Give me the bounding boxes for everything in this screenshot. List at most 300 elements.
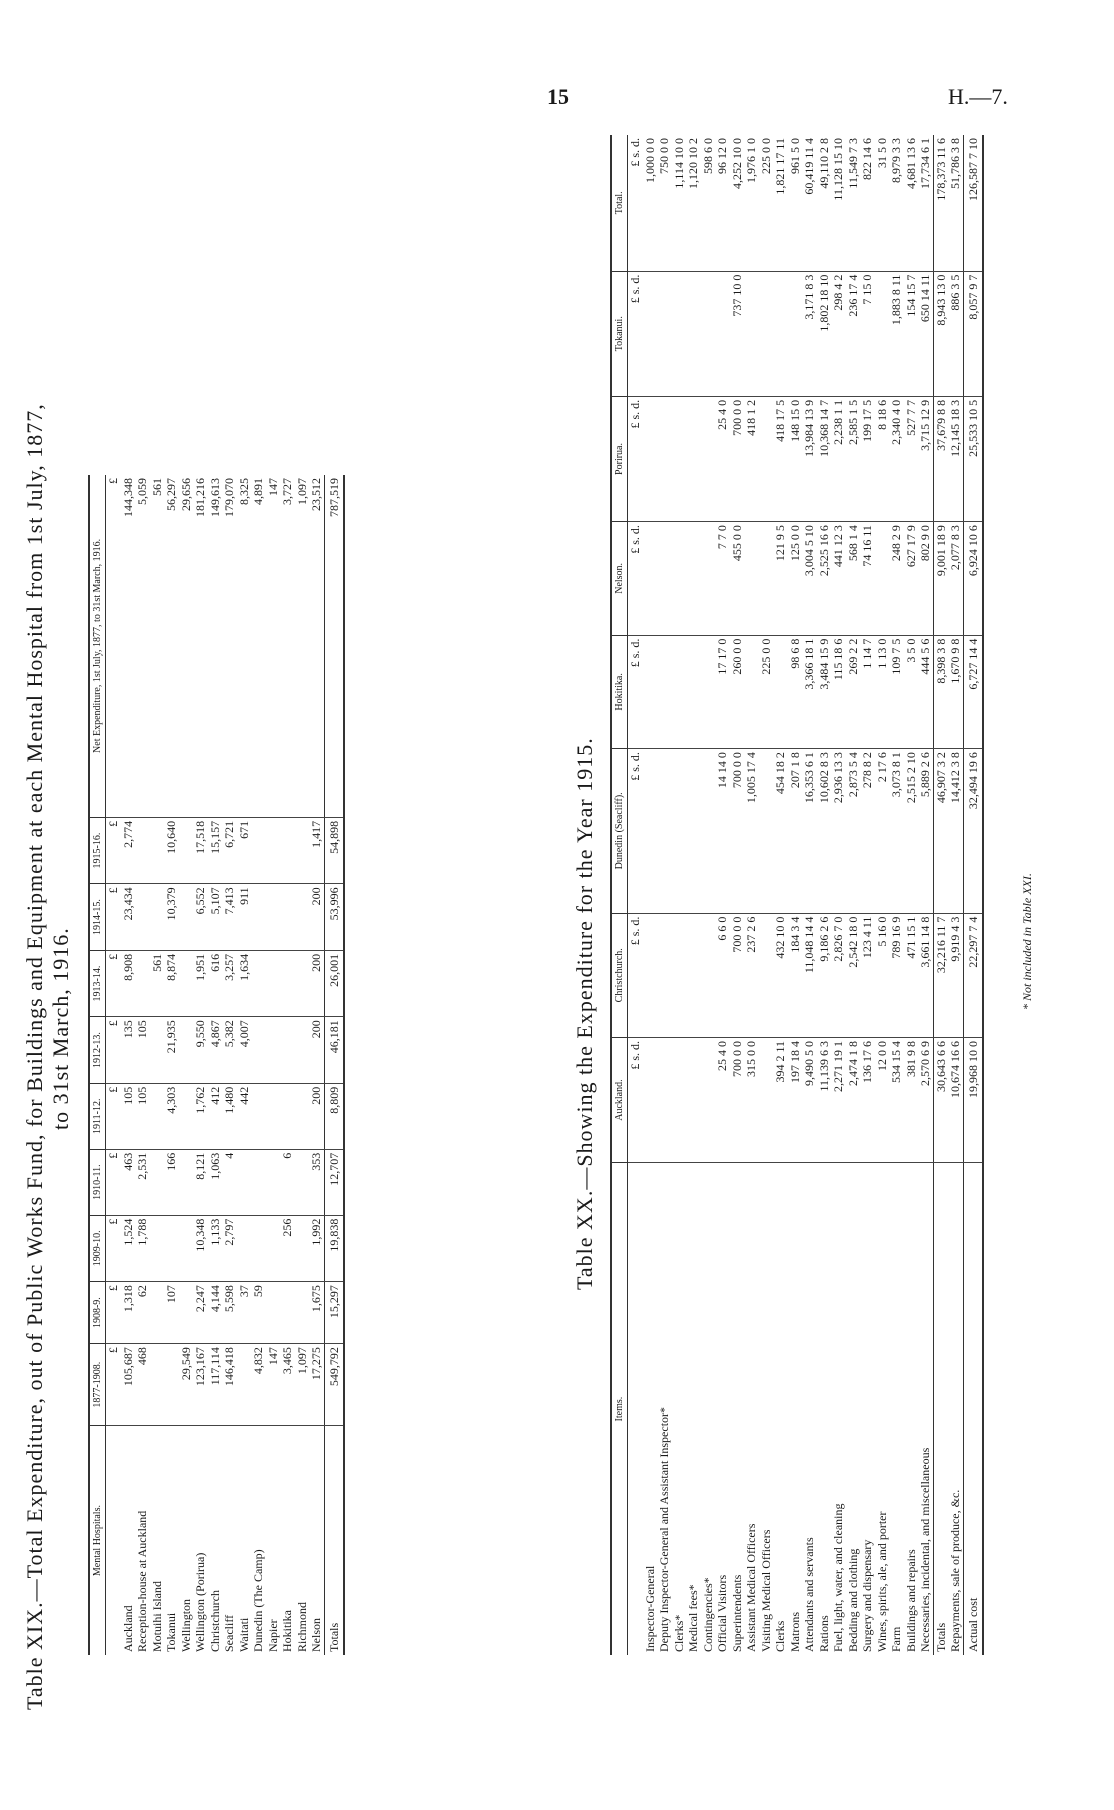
table19-value-cell: 1,524	[121, 1215, 136, 1281]
table19-value-cell: 105	[135, 1017, 150, 1083]
table20-value-cell: 12 0 0	[875, 1037, 890, 1162]
table20-value-cell: 98 6 8	[788, 635, 803, 749]
table20-value-cell: 2,936 13 3	[831, 749, 846, 913]
table20-actual-cell: 19,968 10 0	[963, 1037, 983, 1162]
table19-value-cell: 23,512	[309, 475, 324, 817]
table20-value-cell	[759, 396, 774, 521]
table19-value-cell	[295, 817, 310, 883]
table20-value-cell: 444 5 6	[918, 635, 933, 749]
table20-value-cell	[672, 522, 687, 636]
table20-value-cell: 2,826 7 0	[831, 913, 846, 1037]
table20-actual-cell: 32,494 19 6	[963, 749, 983, 913]
table20-value-cell: 31 5 0	[875, 135, 890, 271]
table19-value-cell: 166	[164, 1149, 179, 1215]
table20-row	[846, 135, 861, 1655]
table19	[88, 475, 345, 1655]
table19-row-label: Motuihi Island	[149, 1581, 164, 1652]
table20-unit-cell: £ s. d.	[628, 271, 643, 396]
table19-value-cell: 23,434	[121, 884, 136, 950]
table19-row	[121, 475, 136, 1655]
table20-value-cell: 700 0 0	[730, 396, 745, 521]
table20-value-cell: 4,681 13 6	[904, 135, 919, 271]
table19-value-cell	[266, 884, 281, 950]
table19-header-row	[89, 475, 106, 1655]
table19-value-cell: 147	[266, 475, 281, 817]
table20-value-cell: 7 7 0	[715, 522, 730, 636]
table20-row-label: Deputy Inspector-General and Assistant Inspector*	[657, 1406, 671, 1652]
table19-value-cell: 1,480	[222, 1083, 237, 1149]
table20-repayments-cell: 12,145 18 3	[948, 396, 963, 521]
table20-row	[773, 135, 788, 1655]
table19-row-label: Tokanui	[164, 1612, 178, 1652]
table20-value-cell	[701, 271, 716, 396]
table19-unit-cell: £	[106, 1282, 121, 1344]
table20-unit-cell	[628, 1163, 643, 1655]
table20-value-cell: 2,570 6 9	[918, 1037, 933, 1162]
table19-row	[179, 475, 194, 1655]
table20-row-label: Superintendents	[729, 1574, 744, 1652]
table19-value-cell: 1,318	[121, 1282, 136, 1344]
table20-actual-cell: 8,057 9 7	[963, 271, 983, 396]
table20-row-label: Bedding and clothing	[845, 1548, 860, 1652]
table19-value-cell: 1,417	[309, 817, 324, 883]
table20-value-cell: 750 0 0	[657, 135, 672, 271]
table20-actual-row	[963, 135, 983, 1655]
table19-value-cell: 135	[121, 1017, 136, 1083]
table20-value-cell: 74 16 11	[860, 522, 875, 636]
table19-value-cell	[266, 1149, 281, 1215]
table20-header-cell: Auckland.	[611, 1037, 628, 1162]
table20-value-cell: 10,602 8 3	[817, 749, 832, 913]
table20-value-cell: 2,542 18 0	[846, 913, 861, 1037]
table20-row	[875, 135, 890, 1655]
table20-value-cell	[643, 271, 658, 396]
table20-value-cell	[759, 1037, 774, 1162]
table19-title-line1: Table XIX.—Total Expenditure, out of Public Works Fund, for Buildings and Equipment at each Mental Hospital from 1st July, 1877,	[22, 403, 47, 1710]
table19-value-cell: 5,382	[222, 1017, 237, 1083]
table19-value-cell: 147	[266, 1344, 281, 1426]
table20-value-cell: 2,515 2 10	[904, 749, 919, 913]
table20-repayments-cell: 2,077 8 3	[948, 522, 963, 636]
table19-row-label: Nelson	[309, 1618, 323, 1652]
table20-value-cell: 11,128 15 10	[831, 135, 846, 271]
table20-value-cell	[788, 271, 803, 396]
table19-value-cell	[251, 1017, 266, 1083]
table20-row-label: Assistant Medical Officers	[744, 1523, 758, 1652]
page-code: H.—7.	[948, 84, 1008, 109]
table19-value-cell	[280, 1083, 295, 1149]
table19-unit-cell: £	[106, 817, 121, 883]
table19-value-cell: 10,640	[164, 817, 179, 883]
table19-value-cell	[150, 1149, 165, 1215]
table20-actual-cell: 6,924 10 6	[963, 522, 983, 636]
table19-header-cell: 1910-11.	[89, 1149, 106, 1215]
table20-value-cell	[657, 522, 672, 636]
table20-value-cell: 136 17 6	[860, 1037, 875, 1162]
table20-row	[672, 135, 687, 1655]
table20-totals-cell: 9,001 18 9	[933, 522, 948, 636]
table20-value-cell: 11,549 7 3	[846, 135, 861, 271]
table20-row	[701, 135, 716, 1655]
table19-row	[251, 475, 266, 1655]
table20-value-cell: 1,114 10 0	[672, 135, 687, 271]
table20-value-cell	[875, 271, 890, 396]
table19-value-cell: 9,550	[193, 1017, 208, 1083]
table19-value-cell: 1,097	[295, 1344, 310, 1426]
table20-value-cell: 269 2 2	[846, 635, 861, 749]
table20-value-cell: 207 1 8	[788, 749, 803, 913]
table19-value-cell	[295, 950, 310, 1016]
table19-value-cell	[266, 1215, 281, 1281]
table20-value-cell: 315 0 0	[744, 1037, 759, 1162]
table19-unit-cell: £	[106, 1344, 121, 1426]
table19-row-label: Wellington	[178, 1598, 193, 1652]
table19-value-cell: 105	[135, 1083, 150, 1149]
table19-value-cell: 1,762	[193, 1083, 208, 1149]
table20-unit-cell: £ s. d.	[628, 135, 643, 271]
table19-totals-row	[324, 475, 344, 1655]
table19-value-cell	[251, 950, 266, 1016]
table19-value-cell	[251, 1083, 266, 1149]
table20-row-label: Wines, spirits, ale, and porter	[874, 1511, 889, 1652]
table19-row-label: Napier	[265, 1619, 280, 1652]
table19-row	[222, 475, 237, 1655]
table19-value-cell: 8,908	[121, 950, 136, 1016]
table19-value-cell: 181,216	[193, 475, 208, 817]
table20-value-cell	[701, 913, 716, 1037]
table20-value-cell: 16,353 6 1	[802, 749, 817, 913]
table19-value-cell	[150, 1282, 165, 1344]
table20-repayments-cell: 14,412 3 8	[948, 749, 963, 913]
table19-value-cell: 17,518	[193, 817, 208, 883]
table20-value-cell	[759, 271, 774, 396]
table19-value-cell: 117,114	[208, 1344, 223, 1426]
table20-value-cell: 2,525 16 6	[817, 522, 832, 636]
table20-totals-row	[933, 135, 948, 1655]
table19-value-cell	[135, 817, 150, 883]
table19-value-cell	[251, 1149, 266, 1215]
table20-value-cell: 8 18 6	[875, 396, 890, 521]
table19-value-cell	[150, 1344, 165, 1426]
table20-value-cell	[686, 1037, 701, 1162]
table19-header-cell: 1912-13.	[89, 1017, 106, 1083]
table20-value-cell: 13,984 13 9	[802, 396, 817, 521]
table19-row	[208, 475, 223, 1655]
table20-value-cell: 1,883 8 11	[889, 271, 904, 396]
table19-row	[295, 475, 310, 1655]
table19-value-cell: 4,303	[164, 1083, 179, 1149]
table19-value-cell: 3,257	[222, 950, 237, 1016]
table19-value-cell: 105,687	[121, 1344, 136, 1426]
table19-value-cell: 561	[150, 475, 165, 817]
table19-totals-cell: 15,297	[324, 1282, 344, 1344]
table20-row-label: Visiting Medical Officers	[758, 1529, 773, 1652]
table19-value-cell	[266, 1083, 281, 1149]
table19-header-cell: 1911-12.	[89, 1083, 106, 1149]
table20-value-cell: 115 18 6	[831, 635, 846, 749]
table20-value-cell: 802 9 0	[918, 522, 933, 636]
table19-unit-cell	[106, 1426, 121, 1655]
table20-value-cell: 381 9 8	[904, 1037, 919, 1162]
table20-value-cell: 3,171 8 3	[802, 271, 817, 396]
table19-value-cell	[179, 1017, 194, 1083]
table20-repayments-cell: 51,786 3 8	[948, 135, 963, 271]
table20-row-label: Farm	[889, 1626, 903, 1652]
table19-value-cell: 200	[309, 884, 324, 950]
table19-value-cell: 1,133	[208, 1215, 223, 1281]
table19-value-cell: 4,891	[251, 475, 266, 817]
table19-value-cell: 5,059	[135, 475, 150, 817]
table20-repayments-cell: 10,674 16 6	[948, 1037, 963, 1162]
table19-totals-cell: 26,001	[324, 950, 344, 1016]
table19-unit-row	[106, 475, 121, 1655]
table19-value-cell	[280, 1017, 295, 1083]
table19-totals-cell: 19,838	[324, 1215, 344, 1281]
table20-value-cell: 199 17 5	[860, 396, 875, 521]
table19-value-cell: 149,613	[208, 475, 223, 817]
table20-actual-cell: Actual cost	[963, 1163, 983, 1655]
table19-value-cell: 1,788	[135, 1215, 150, 1281]
table20-row	[643, 135, 658, 1655]
table19-value-cell: 353	[309, 1149, 324, 1215]
table19-row-label: Waitati	[236, 1617, 251, 1652]
table20-value-cell: 789 16 9	[889, 913, 904, 1037]
table20-value-cell	[672, 396, 687, 521]
table19-value-cell	[150, 1083, 165, 1149]
table20-row	[715, 135, 730, 1655]
table20-totals-cell: 37,679 8 8	[933, 396, 948, 521]
table19-value-cell: 911	[237, 884, 252, 950]
table20-value-cell: 184 3 4	[788, 913, 803, 1037]
table19-value-cell: 3,727	[280, 475, 295, 817]
table19-row-label: Wellington (Porirua)	[193, 1552, 207, 1652]
table19-value-cell	[179, 1083, 194, 1149]
table19-value-cell	[251, 1215, 266, 1281]
table19-value-cell: 3,465	[280, 1344, 295, 1426]
table20-value-cell: 148 15 0	[788, 396, 803, 521]
table19-value-cell: 468	[135, 1344, 150, 1426]
table20-totals-cell: 8,398 3 8	[933, 635, 948, 749]
table19-value-cell	[164, 1344, 179, 1426]
table19-value-cell	[295, 1149, 310, 1215]
table20-value-cell: 11,048 14 4	[802, 913, 817, 1037]
table20-row-label: Attendants and servants	[802, 1537, 816, 1652]
table19-value-cell	[150, 817, 165, 883]
table19-header-cell: Mental Hospitals.	[89, 1426, 106, 1655]
table20-header-cell: Total.	[611, 135, 628, 271]
table20-value-cell: 1,821 17 11	[773, 135, 788, 271]
table20-value-cell: 627 17 9	[904, 522, 919, 636]
table19-value-cell	[179, 1215, 194, 1281]
table19-row-label: Auckland	[120, 1605, 135, 1652]
table20-value-cell	[875, 522, 890, 636]
table19-value-cell: 105	[121, 1083, 136, 1149]
table19-value-cell: 200	[309, 1083, 324, 1149]
table20-repayments-cell: 886 3 5	[948, 271, 963, 396]
table20-value-cell: 737 10 0	[730, 271, 745, 396]
table20-value-cell: 11,139 6 3	[817, 1037, 832, 1162]
rotated-page-content	[0, 90, 1114, 1750]
table20-value-cell: 418 17 5	[773, 396, 788, 521]
table20-value-cell	[701, 1037, 716, 1162]
table20-value-cell	[672, 1037, 687, 1162]
table20-value-cell: 822 14 6	[860, 135, 875, 271]
table20-row	[744, 135, 759, 1655]
table19-value-cell	[266, 817, 281, 883]
table19-value-cell	[266, 1017, 281, 1083]
table19-totals-cell: 53,996	[324, 884, 344, 950]
table20-value-cell	[759, 913, 774, 1037]
table19-header-cell: 1908-9.	[89, 1282, 106, 1344]
table19-row-label: Hokitika	[280, 1610, 294, 1652]
table19-value-cell	[179, 817, 194, 883]
table20-value-cell: 121 9 5	[773, 522, 788, 636]
table20-unit-cell: £ s. d.	[628, 396, 643, 521]
table20-value-cell: 2,474 1 8	[846, 1037, 861, 1162]
table20-value-cell: 236 17 4	[846, 271, 861, 396]
table19-value-cell	[237, 1215, 252, 1281]
table20-actual-cell: 126,587 7 10	[963, 135, 983, 271]
table19-totals-cell: 54,898	[324, 817, 344, 883]
table20-value-cell: 2,340 4 0	[889, 396, 904, 521]
table20-value-cell: 197 18 4	[788, 1037, 803, 1162]
table20-value-cell	[701, 396, 716, 521]
table20-row-label: Contingencies*	[700, 1577, 715, 1652]
table19-value-cell: 146,418	[222, 1344, 237, 1426]
table20-value-cell: 25 4 0	[715, 396, 730, 521]
table20-value-cell	[643, 635, 658, 749]
table20-row	[831, 135, 846, 1655]
table19-header-cell: 1915-16.	[89, 817, 106, 883]
table20-repayments-cell: Repayments, sale of produce, &c.	[948, 1489, 962, 1652]
table19-value-cell: 2,531	[135, 1149, 150, 1215]
table20-value-cell	[759, 522, 774, 636]
table19-value-cell: 5,107	[208, 884, 223, 950]
table19-value-cell: 6	[280, 1149, 295, 1215]
table19-value-cell	[295, 884, 310, 950]
table20-value-cell: 5 16 0	[875, 913, 890, 1037]
table20-row	[889, 135, 904, 1655]
table20-value-cell	[657, 749, 672, 913]
table19-value-cell: 4,007	[237, 1017, 252, 1083]
table20-title: Table XX.—Showing the Expenditure for the Year 1915.	[572, 737, 597, 1290]
table20-row-label: Official Visitors	[715, 1574, 729, 1652]
table19-title-line2: to 31st March, 1916.	[48, 927, 73, 1130]
table19-value-cell: 256	[280, 1215, 295, 1281]
table20-header-cell: Dunedin (Seacliff).	[611, 749, 628, 913]
table19-value-cell: 6,721	[222, 817, 237, 883]
table20-value-cell: 527 7 7	[904, 396, 919, 521]
table20-header-cell: Porirua.	[611, 396, 628, 521]
table20-value-cell	[686, 396, 701, 521]
table19-body	[106, 475, 345, 1655]
table19-value-cell: 37	[237, 1282, 252, 1344]
table20-repayments-row	[948, 135, 963, 1655]
table19-totals-cell: Totals	[324, 1426, 344, 1655]
table20-value-cell	[686, 913, 701, 1037]
table20-unit-cell: £ s. d.	[628, 635, 643, 749]
table20-value-cell	[715, 271, 730, 396]
table19-value-cell: 442	[237, 1083, 252, 1149]
table20-value-cell: 96 12 0	[715, 135, 730, 271]
table20-value-cell	[643, 913, 658, 1037]
table19-value-cell: 2,774	[121, 817, 136, 883]
table20-row	[802, 135, 817, 1655]
table20-value-cell: 237 2 6	[744, 913, 759, 1037]
table19-value-cell: 29,656	[179, 475, 194, 817]
table19-unit-cell: £	[106, 950, 121, 1016]
table20-unit-cell: £ s. d.	[628, 749, 643, 913]
table19-header-cell: 1914-15.	[89, 884, 106, 950]
table20-unit-cell: £ s. d.	[628, 522, 643, 636]
table20-value-cell: 225 0 0	[759, 635, 774, 749]
table19-row	[309, 475, 324, 1655]
table19-header-cell: Net Expenditure, 1st July, 1877, to 31st March, 1916.	[89, 475, 106, 817]
table20-totals-cell: 8,943 13 0	[933, 271, 948, 396]
table19-value-cell: 17,275	[309, 1344, 324, 1426]
table20-value-cell: 700 0 0	[730, 749, 745, 913]
table19-value-cell: 671	[237, 817, 252, 883]
table19-value-cell	[295, 1215, 310, 1281]
table20-value-cell: 154 15 7	[904, 271, 919, 396]
table20-value-cell	[744, 522, 759, 636]
table20-value-cell: 1,120 10 2	[686, 135, 701, 271]
table20-value-cell: 961 5 0	[788, 135, 803, 271]
table19-totals-cell: 549,792	[324, 1344, 344, 1426]
table20-row	[657, 135, 672, 1655]
table20-value-cell	[686, 749, 701, 913]
table20-header-cell: Tokanui.	[611, 271, 628, 396]
table19-value-cell	[150, 1017, 165, 1083]
table19-value-cell: 8,874	[164, 950, 179, 1016]
table20-value-cell: 432 10 0	[773, 913, 788, 1037]
table19-value-cell: 8,121	[193, 1149, 208, 1215]
table19-value-cell: 8,325	[237, 475, 252, 817]
table19-value-cell: 56,297	[164, 475, 179, 817]
table20-value-cell: 9,490 5 0	[802, 1037, 817, 1162]
table19-value-cell	[179, 884, 194, 950]
table20-value-cell: 225 0 0	[759, 135, 774, 271]
table20-value-cell	[686, 271, 701, 396]
table19-row-label: Dunedin (The Camp)	[251, 1549, 265, 1652]
table20-totals-cell: Totals	[933, 1163, 948, 1655]
table19-totals-cell: 8,809	[324, 1083, 344, 1149]
table20-value-cell: 2,585 1 5	[846, 396, 861, 521]
table20-value-cell: 278 8 2	[860, 749, 875, 913]
table20-value-cell: 5,889 2 6	[918, 749, 933, 913]
table19-value-cell: 200	[309, 950, 324, 1016]
table19-value-cell	[150, 1215, 165, 1281]
table20-value-cell	[672, 913, 687, 1037]
table20-totals-cell: 178,373 11 6	[933, 135, 948, 271]
table19-header-cell: 1913-14.	[89, 950, 106, 1016]
table19-totals-cell: 12,707	[324, 1149, 344, 1215]
table20-value-cell	[773, 635, 788, 749]
table19-value-cell: 144,348	[121, 475, 136, 817]
table20-value-cell	[643, 1037, 658, 1162]
table19-value-cell: 5,598	[222, 1282, 237, 1344]
table19-header-cell: 1909-10.	[89, 1215, 106, 1281]
table19-row	[164, 475, 179, 1655]
table20-value-cell	[672, 271, 687, 396]
table20-totals-cell: 46,907 3 2	[933, 749, 948, 913]
table19-totals-cell: 787,519	[324, 475, 344, 817]
table19-row	[135, 475, 150, 1655]
table20-actual-cell: 22,297 7 4	[963, 913, 983, 1037]
table19-value-cell: 1,063	[208, 1149, 223, 1215]
table19-value-cell	[295, 1282, 310, 1344]
table20-value-cell: 298 4 2	[831, 271, 846, 396]
